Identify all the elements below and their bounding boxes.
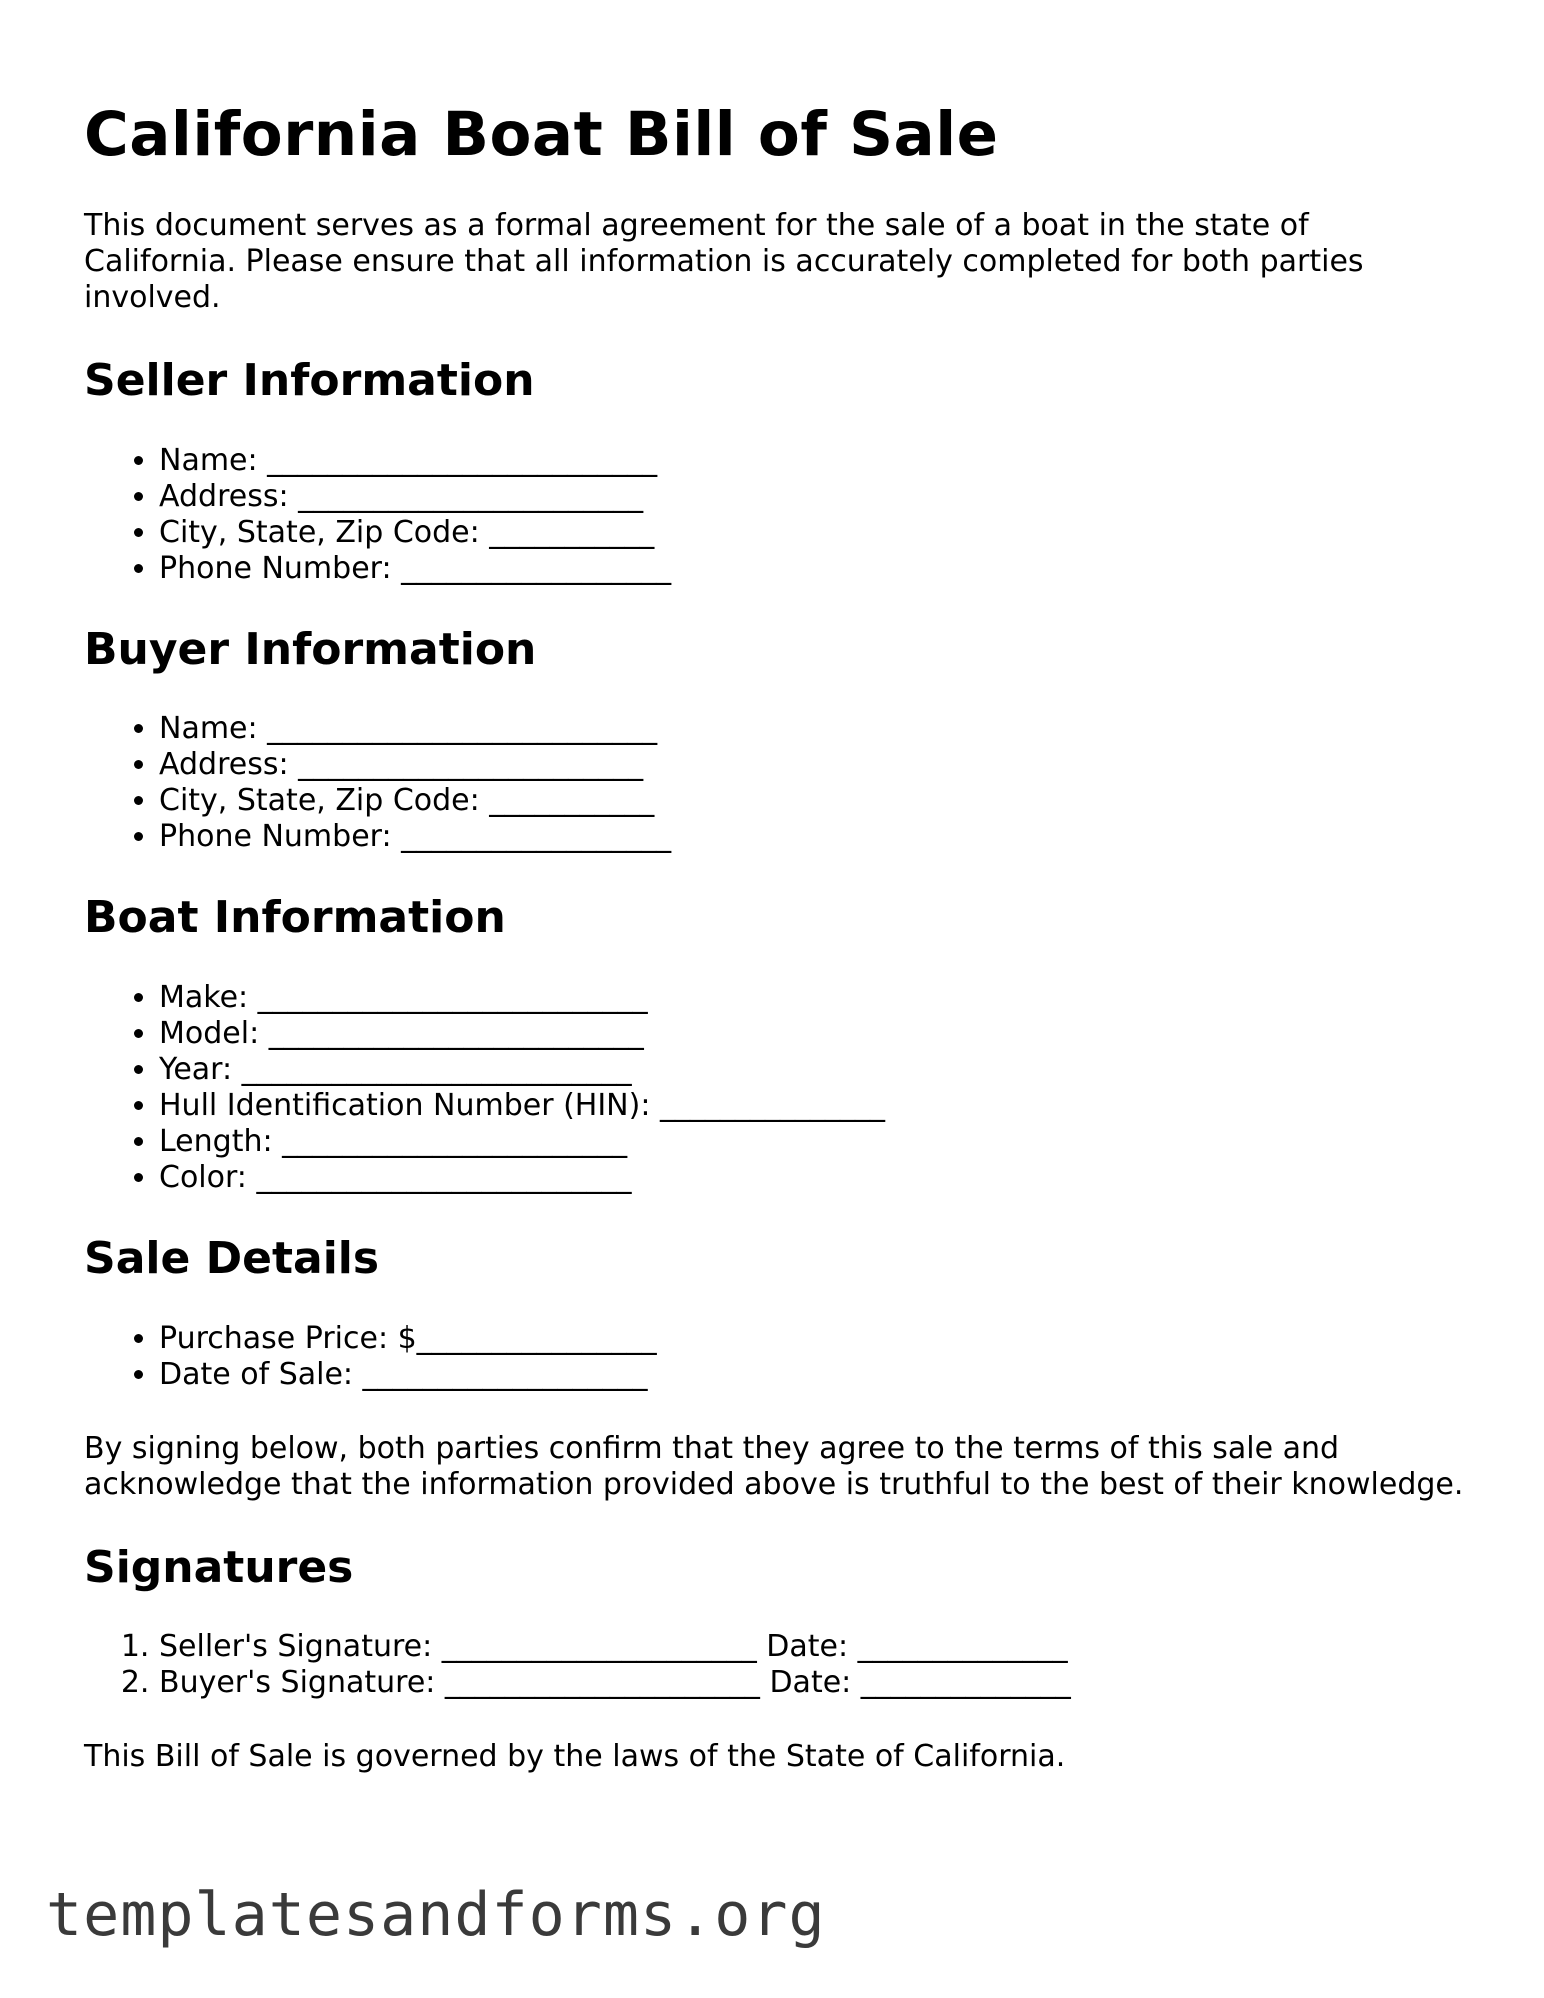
seller-city-field: • City, State, Zip Code: ___________	[159, 515, 1464, 551]
purchase-price-field: • Purchase Price: $________________	[159, 1321, 1464, 1357]
seller-address-field: • Address: _______________________	[159, 479, 1464, 515]
buyer-name-field: • Name: __________________________	[159, 711, 1464, 747]
sale-heading: Sale Details	[84, 1232, 380, 1284]
buyer-phone-field: • Phone Number: __________________	[159, 819, 1464, 855]
seller-list	[84, 443, 1464, 587]
boat-list	[84, 980, 1464, 1196]
buyer-city-field: • City, State, Zip Code: ___________	[159, 783, 1464, 819]
signatures-heading: Signatures	[84, 1541, 354, 1593]
date-of-sale-field: • Date of Sale: ___________________	[159, 1357, 1464, 1393]
seller-phone-field: • Phone Number: __________________	[159, 551, 1464, 587]
boat-hin-field: • Hull Identification Number (HIN): _______________	[159, 1088, 1464, 1124]
document-page	[84, 100, 1464, 1815]
buyer-heading: Buyer Information	[84, 623, 537, 675]
agreement-paragraph: By signing below, both parties confirm that they agree to the terms of this sale and acknowledge that the information provided above is truthful to the best of their knowledge.	[84, 1430, 1464, 1502]
buyer-address-field: • Address: _______________________	[159, 747, 1464, 783]
intro-paragraph: This document serves as a formal agreement for the sale of a boat in the state of California. Please ensure that all information is accurately completed for both parties involved.	[84, 208, 1364, 316]
watermark-text: templatesandforms.org	[46, 1880, 826, 1950]
boat-color-field: • Color: _________________________	[159, 1160, 1464, 1196]
governing-law-paragraph: This Bill of Sale is governed by the laws of the State of California.	[84, 1739, 1066, 1775]
buyer-signature-line: 2. Buyer's Signature: _____________________ Date: ______________	[159, 1665, 1464, 1701]
sale-list	[84, 1321, 1464, 1393]
seller-signature-line: 1. Seller's Signature: _____________________ Date: ______________	[159, 1629, 1464, 1665]
buyer-list	[84, 711, 1464, 855]
document-title: California Boat Bill of Sale	[84, 99, 999, 170]
boat-make-field: • Make: __________________________	[159, 980, 1464, 1016]
seller-heading: Seller Information	[84, 355, 535, 407]
signatures-list	[84, 1629, 1464, 1701]
boat-year-field: • Year: __________________________	[159, 1052, 1464, 1088]
boat-length-field: • Length: _______________________	[159, 1124, 1464, 1160]
seller-name-field: • Name: __________________________	[159, 443, 1464, 479]
boat-heading: Boat Information	[84, 892, 506, 944]
boat-model-field: • Model: _________________________	[159, 1016, 1464, 1052]
